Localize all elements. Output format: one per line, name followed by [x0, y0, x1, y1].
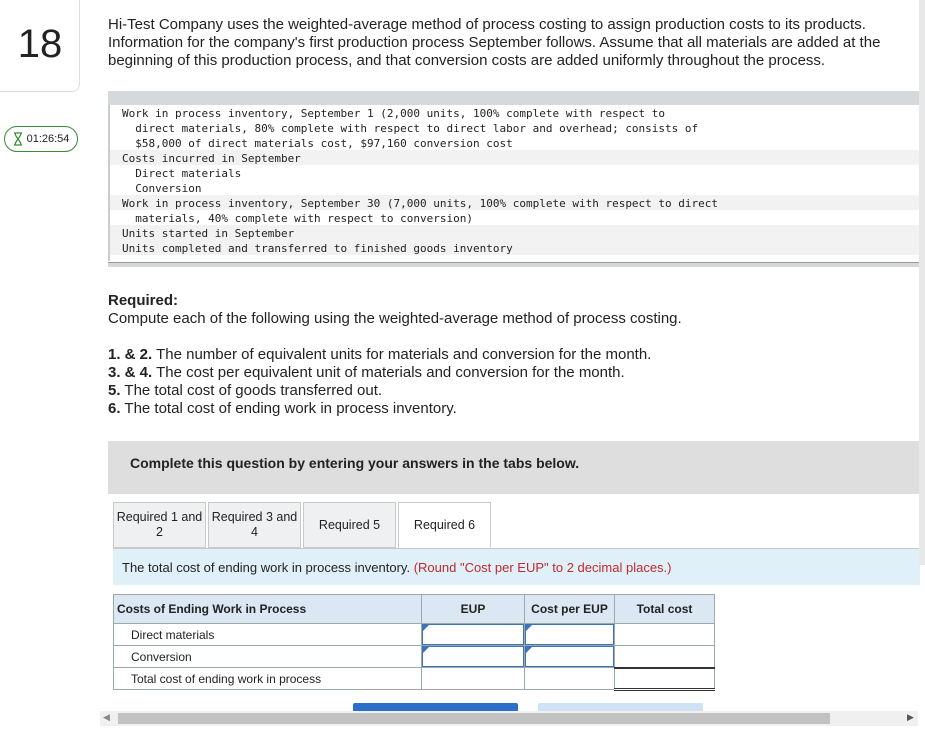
table-row	[114, 646, 715, 668]
data-line: $58,000 of direct materials cost, $97,160 conversion cost	[122, 137, 513, 150]
required-list	[108, 346, 651, 418]
conv-eup-input[interactable]	[422, 646, 524, 667]
list-item: 3. & 4. The cost per equivalent unit of materials and conversion for the month.	[108, 364, 625, 381]
data-table	[108, 91, 920, 267]
question-intro: Hi-Test Company uses the weighted-average method of process costing to assign production costs to its products. Information for the company's first production process September follows. Assume that all materials are added at the beginning of this production process, and that conversion costs are added uniformly throughout the process.	[108, 16, 881, 69]
data-line: direct materials, 80% complete with respect to direct labor and overhead; consists of	[122, 122, 699, 135]
header-cell: Costs of Ending Work in Process	[114, 595, 422, 624]
dm-cost-per-eup-input[interactable]	[525, 624, 614, 645]
tab-required-3-4[interactable]: Required 3 and 4	[208, 502, 301, 548]
prev-button[interactable]	[353, 703, 518, 711]
list-item: 1. & 2. The number of equivalent units for materials and conversion for the month.	[108, 346, 652, 363]
header-cell: Cost per EUP	[525, 595, 615, 624]
list-item: 6. The total cost of ending work in process inventory.	[108, 400, 457, 417]
panel-text: Complete this question by entering your answers in the tabs below.	[130, 455, 580, 471]
tab-required-6[interactable]: Required 6	[398, 502, 491, 548]
next-button[interactable]	[538, 703, 703, 711]
total-ending-wip	[615, 668, 715, 690]
table-row	[114, 624, 715, 646]
hourglass-icon	[13, 132, 23, 146]
data-line: Units started in September	[122, 227, 295, 240]
data-line: Costs incurred in September	[122, 152, 301, 165]
required-section	[108, 292, 682, 328]
row-label: Direct materials	[114, 624, 422, 646]
conv-cost-per-eup-input[interactable]	[525, 646, 614, 667]
row-label: Total cost of ending work in process	[114, 668, 422, 690]
tab-required-1-2[interactable]: Required 1 and 2	[113, 502, 206, 548]
table-row	[114, 668, 715, 690]
tab-required-5[interactable]: Required 5	[303, 502, 396, 548]
question-number: 18	[17, 22, 63, 66]
data-line: Work in process inventory, September 30 (7,000 units, 100% complete with respect to direct	[122, 197, 719, 210]
header-cell: Total cost	[615, 595, 715, 624]
data-line: Conversion	[122, 182, 202, 195]
timer-badge	[4, 126, 78, 152]
required-heading: Required:	[108, 292, 179, 309]
ending-wip-table	[113, 594, 715, 691]
dm-eup-input[interactable]	[422, 624, 524, 645]
data-line: Units completed and transferred to finished goods inventory	[122, 242, 513, 255]
vertical-scrollbar[interactable]	[919, 0, 925, 565]
header-cell: EUP	[422, 595, 525, 624]
scrollbar-thumb[interactable]	[118, 713, 830, 724]
data-line: Work in process inventory, September 1 (2,000 units, 100% complete with respect to	[122, 107, 666, 120]
required-text: Compute each of the following using the weighted-average method of process costing.	[108, 310, 682, 327]
data-line: materials, 40% complete with respect to conversion)	[122, 212, 473, 225]
conv-total-cost	[615, 646, 715, 668]
scroll-right-icon[interactable]: ▶	[907, 712, 914, 722]
instruction-note: (Round "Cost per EUP" to 2 decimal places.)	[413, 560, 672, 575]
data-line: Direct materials	[122, 167, 242, 180]
dm-total-cost	[615, 624, 715, 646]
timer-text: 01:26:54	[26, 133, 70, 145]
scroll-left-icon[interactable]: ◀	[103, 712, 110, 722]
list-item: 5. The total cost of goods transferred out.	[108, 382, 383, 399]
row-label: Conversion	[114, 646, 422, 668]
instruction-text: The total cost of ending work in process inventory. (Round "Cost per EUP" to 2 decimal places.)	[122, 560, 672, 575]
